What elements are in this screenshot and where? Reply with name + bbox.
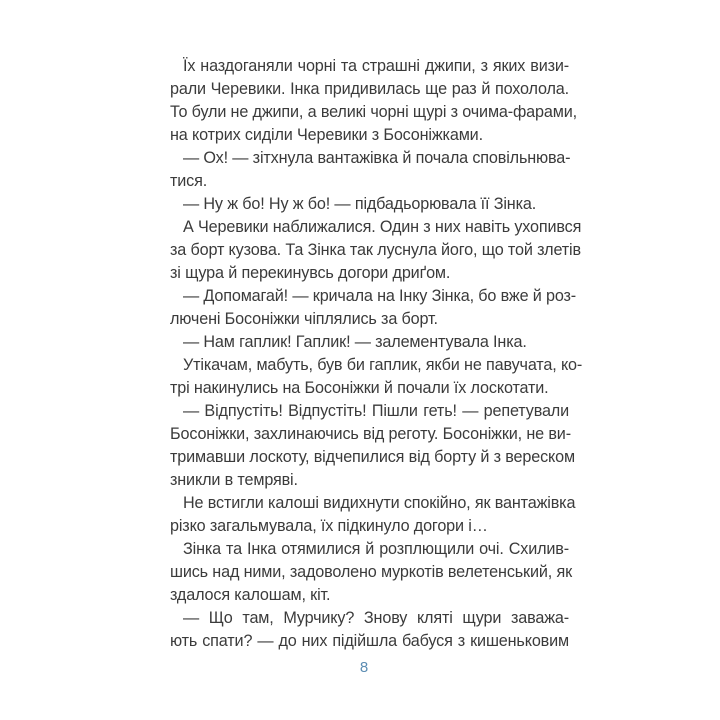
text-line: за борт кузова. Та Зінка так луснула його, що той злетів bbox=[170, 241, 581, 259]
text-line: здалося калошам, кіт. bbox=[170, 586, 331, 604]
text-line: зі щура й перекинувсь догори дриґом. bbox=[170, 264, 451, 282]
page-number: 8 bbox=[359, 659, 369, 676]
page-body-text bbox=[170, 55, 583, 653]
text-line: — Ну ж бо! Ну ж бо! — підбадьорювала її Зінка. bbox=[183, 195, 537, 213]
text-line: Не встигли калоші видихнути спокійно, як вантажівка bbox=[183, 494, 576, 512]
text-line: лючені Босоніжки чіплялись за борт. bbox=[170, 310, 438, 328]
text-line: — Допомагай! — кричала на Інку Зінка, бо вже й роз- bbox=[183, 287, 577, 305]
text-line: шись над ними, задоволено муркотів велетенський, як bbox=[170, 563, 573, 581]
text-line: ють спати? — до них підійшла бабуся з кишеньковим bbox=[170, 632, 569, 650]
text-line: Утікачам, мабуть, був би гаплик, якби не павучата, ко- bbox=[183, 356, 583, 374]
text-line: — Що там, Мурчику? Знову кляті щури заважа- bbox=[183, 609, 569, 627]
text-line: — Нам гаплик! Гаплик! — залементувала Інка. bbox=[183, 333, 527, 351]
text-line: тися. bbox=[170, 172, 208, 190]
text-line: Босоніжки, захлинаючись від реготу. Босоніжки, не ви- bbox=[170, 425, 571, 443]
text-line: Зінка та Інка отямилися й розплющили очі. Схилив- bbox=[183, 540, 569, 558]
text-line: тримавши лоскоту, відчепилися від борту й з вереском bbox=[170, 448, 575, 466]
text-line: зникли в темряві. bbox=[170, 471, 298, 489]
text-line: на котрих сиділи Черевики з Босоніжками. bbox=[170, 126, 483, 144]
text-line: Їх наздоганяли чорні та страшні джипи, з яких визи- bbox=[183, 57, 569, 75]
text-line: — Відпустіть! Відпустіть! Пішли геть! — репетували bbox=[183, 402, 569, 420]
text-line: рали Черевики. Інка придивилась ще раз й похолола. bbox=[170, 80, 569, 98]
text-line: То були не джипи, а великі чорні щурі з очима-фарами, bbox=[170, 103, 577, 121]
text-line: різко загальмувала, їх підкинуло догори і… bbox=[170, 517, 488, 535]
text-line: — Ох! — зітхнула вантажівка й почала сповільнюва- bbox=[183, 149, 571, 167]
text-line: А Черевики наближалися. Один з них навіть ухопився bbox=[183, 218, 582, 236]
text-line: трі накинулись на Босоніжки й почали їх лоскотати. bbox=[170, 379, 549, 397]
